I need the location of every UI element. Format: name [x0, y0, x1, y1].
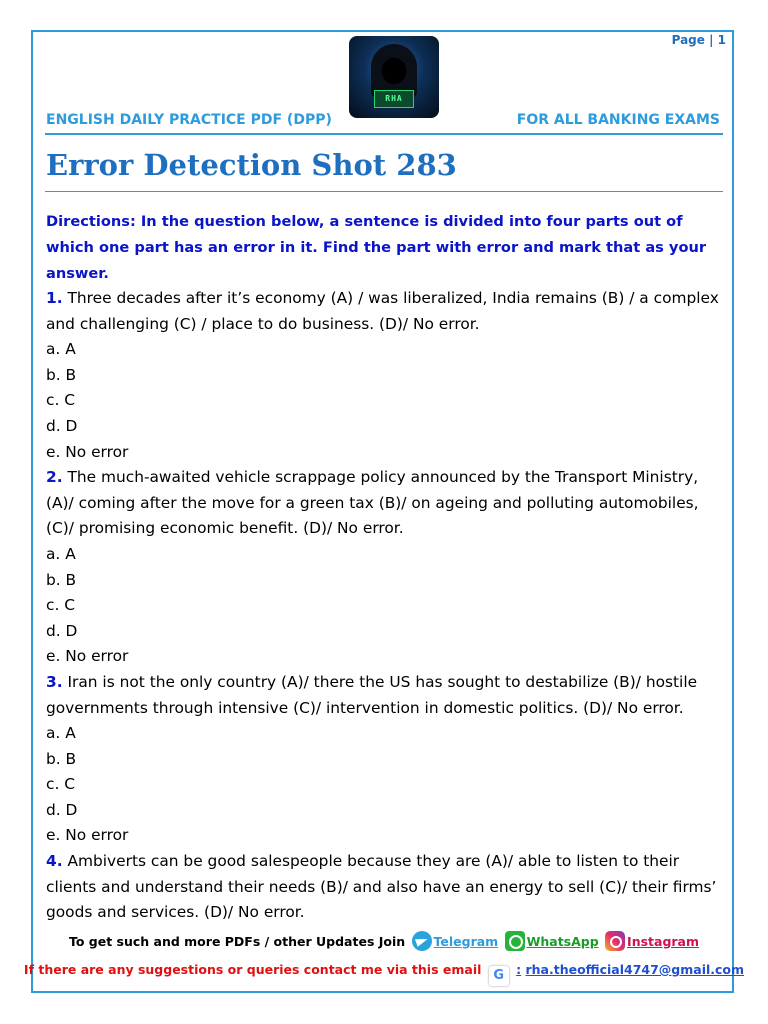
- title-divider: [45, 191, 723, 192]
- question-1: [46, 286, 726, 465]
- option-c[interactable]: c. C: [46, 596, 75, 615]
- question-text: Ambiverts can be good salespeople because they are (A)/ able to listen to their clients and understand their needs (B)/ and also have an energy to sell (C)/ their firms’ goods and services. (D)/ No error.: [46, 852, 717, 922]
- option-b[interactable]: b. B: [46, 749, 77, 768]
- telegram-icon[interactable]: [412, 931, 432, 951]
- google-icon: G: [489, 966, 509, 986]
- question-number: 3.: [46, 672, 63, 691]
- option-b[interactable]: b. B: [46, 570, 77, 589]
- option-a[interactable]: a. A: [46, 724, 76, 743]
- option-d[interactable]: d. D: [46, 621, 78, 640]
- whatsapp-link[interactable]: WhatsApp: [526, 934, 599, 949]
- option-b[interactable]: b. B: [46, 365, 77, 384]
- option-a[interactable]: a. A: [46, 544, 76, 563]
- question-4: [46, 849, 726, 926]
- option-d[interactable]: d. D: [46, 800, 78, 819]
- option-c[interactable]: c. C: [46, 775, 75, 794]
- option-e[interactable]: e. No error: [46, 826, 129, 845]
- directions-text: Directions: In the question below, a sentence is divided into four parts out of which one part has an error in it. Find the part with error and mark that as your answer.: [46, 213, 707, 282]
- instagram-link[interactable]: Instagram: [627, 934, 700, 949]
- question-text: Iran is not the only country (A)/ there the US has sought to destabilize (B)/ hostile governments through intensive (C)/ intervention in domestic politics. (D)/ No error.: [46, 672, 698, 717]
- question-number: 1.: [46, 289, 63, 307]
- footer-join-line: [0, 931, 768, 951]
- logo-screen: [374, 90, 414, 108]
- option-e[interactable]: e. No error: [46, 442, 129, 461]
- header-left: ENGLISH DAILY PRACTICE PDF (DPP): [46, 112, 332, 128]
- option-d[interactable]: d. D: [46, 416, 78, 435]
- logo-text: RHA: [385, 94, 403, 103]
- question-number: 4.: [46, 852, 63, 871]
- question-2: [46, 465, 726, 670]
- email-separator: :: [516, 962, 522, 977]
- option-c[interactable]: c. C: [46, 391, 75, 410]
- telegram-link[interactable]: Telegram: [433, 934, 499, 949]
- header-right: FOR ALL BANKING EXAMS: [516, 112, 720, 128]
- question-number: 2.: [46, 468, 63, 487]
- option-e[interactable]: e. No error: [46, 647, 129, 666]
- option-a[interactable]: a. A: [46, 340, 76, 359]
- join-text: To get such and more PDFs / other Updates Join: [68, 934, 406, 949]
- email-link[interactable]: rha.theofficial4747@gmail.com: [525, 962, 745, 977]
- question-3: [46, 670, 726, 849]
- whatsapp-icon[interactable]: [505, 931, 525, 951]
- questions-list: [46, 286, 726, 926]
- footer-contact-line: [0, 962, 768, 986]
- question-text: The much-awaited vehicle scrappage policy announced by the Transport Ministry, (A)/ coming after the move for a green tax (B)/ on ageing and polluting automobiles, (C)/ promising economic benefit. (D)/ No error.: [46, 468, 699, 538]
- header-divider: [45, 133, 723, 135]
- instagram-icon[interactable]: [605, 931, 625, 951]
- page-number: Page | 1: [671, 33, 726, 47]
- contact-text: If there are any suggestions or queries contact me via this email: [23, 962, 482, 977]
- hood-face: [382, 58, 406, 84]
- rha-logo: [349, 36, 439, 118]
- page-title: Error Detection Shot 283: [46, 148, 457, 182]
- question-text: Three decades after it’s economy (A) / was liberalized, India remains (B) / a complex and challenging (C) / place to do business. (D)/ No error.: [46, 289, 719, 333]
